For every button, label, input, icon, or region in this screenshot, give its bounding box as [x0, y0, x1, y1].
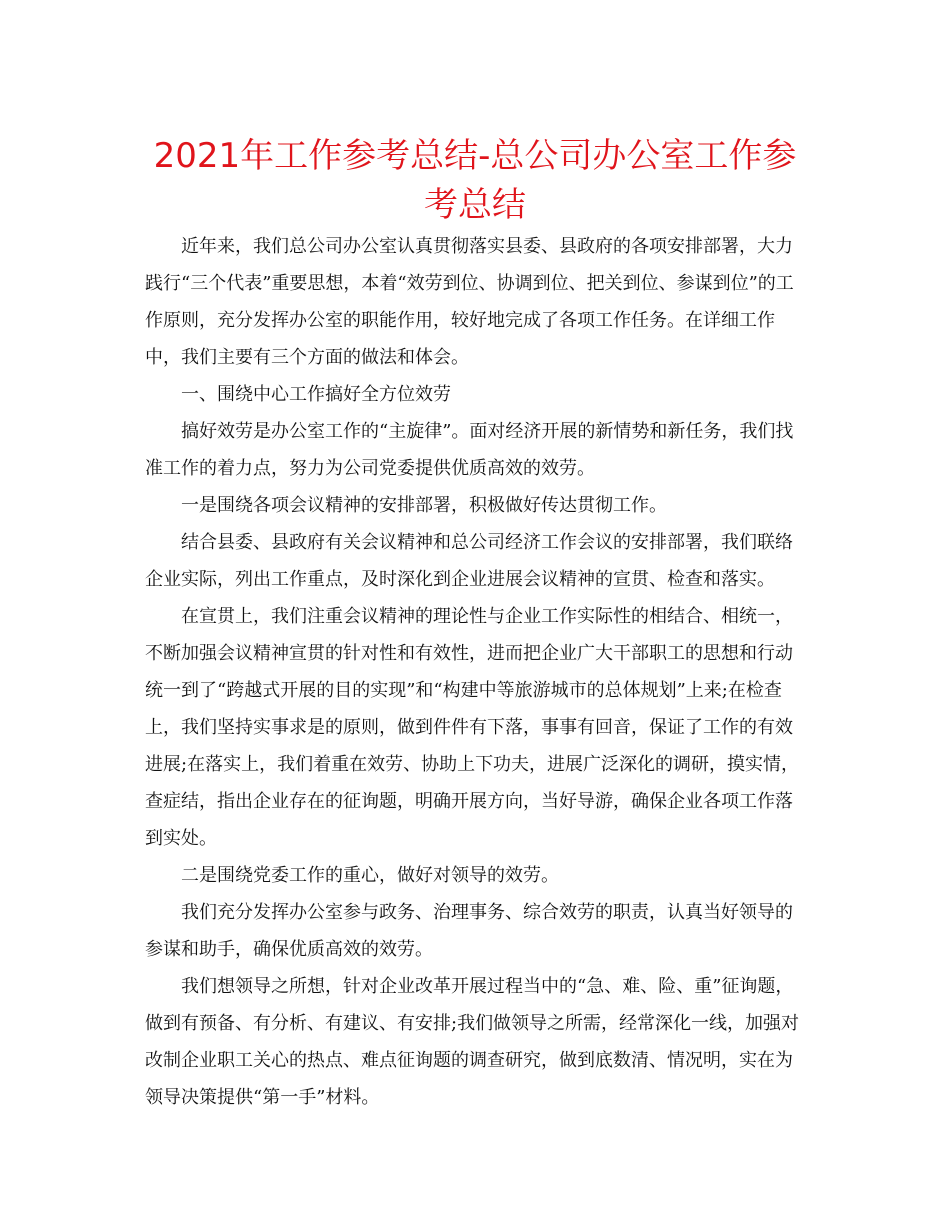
section-heading: 一、围绕中心工作搞好全方位效劳 [181, 384, 451, 405]
paragraph: 在宣贯上，我们注重会议精神的理论性与企业工作实际性的相结合、相统一，不断加强会议精神宣贯的针对性和有效性，进而把企业广大干部职工的思想和行动统一到了“跨越式开展的目的实现”和“构建中等旅游城市的总体规划”上来;在检查上，我们坚持实事求是的原则，做到件件有下落，事事有回音，保证了工作的有效进展;在落实上，我们着重在效劳、协助上下功夫，进展广泛深化的调研，摸实情，查症结，指出企业存在的征询题，明确开展方向，当好导游，确保企业各项工作落到实处。 [145, 606, 800, 849]
paragraph: 我们想领导之所想，针对企业改革开展过程当中的“急、难、险、重”征询题，做到有预备、有分析、有建议、有安排;我们做领导之所需，经常深化一线，加强对改制企业职工关心的热点、难点征询题的调查研究，做到底数清、情况明，实在为领导决策提供“第一手”材料。 [145, 976, 800, 1108]
paragraph: 搞好效劳是办公室工作的“主旋律”。面对经济开展的新情势和新任务，我们找准工作的着力点，努力为公司党委提供优质高效的效劳。 [145, 421, 794, 479]
document-body [145, 228, 810, 1116]
subsection-heading: 二是围绕党委工作的重心，做好对领导的效劳。 [181, 865, 559, 886]
paragraph: 结合县委、县政府有关会议精神和总公司经济工作会议的安排部署，我们联络企业实际，列出工作重点，及时深化到企业进展会议精神的宣贯、检查和落实。 [145, 532, 793, 590]
document-title: 2021年工作参考总结-总公司办公室工作参考总结 [153, 136, 797, 225]
paragraph: 我们充分发挥办公室参与政务、治理事务、综合效劳的职责，认真当好领导的参谋和助手，确保优质高效的效劳。 [145, 902, 793, 960]
subsection-heading: 一是围绕各项会议精神的安排部署，积极做好传达贯彻工作。 [181, 495, 667, 516]
paragraph: 近年来，我们总公司办公室认真贯彻落实县委、县政府的各项安排部署，大力践行“三个代表”重要思想，本着“效劳到位、协调到位、把关到位、参谋到位”的工作原则，充分发挥办公室的职能作用，较好地完成了各项工作任务。在详细工作中，我们主要有三个方面的做法和体会。 [145, 236, 794, 368]
